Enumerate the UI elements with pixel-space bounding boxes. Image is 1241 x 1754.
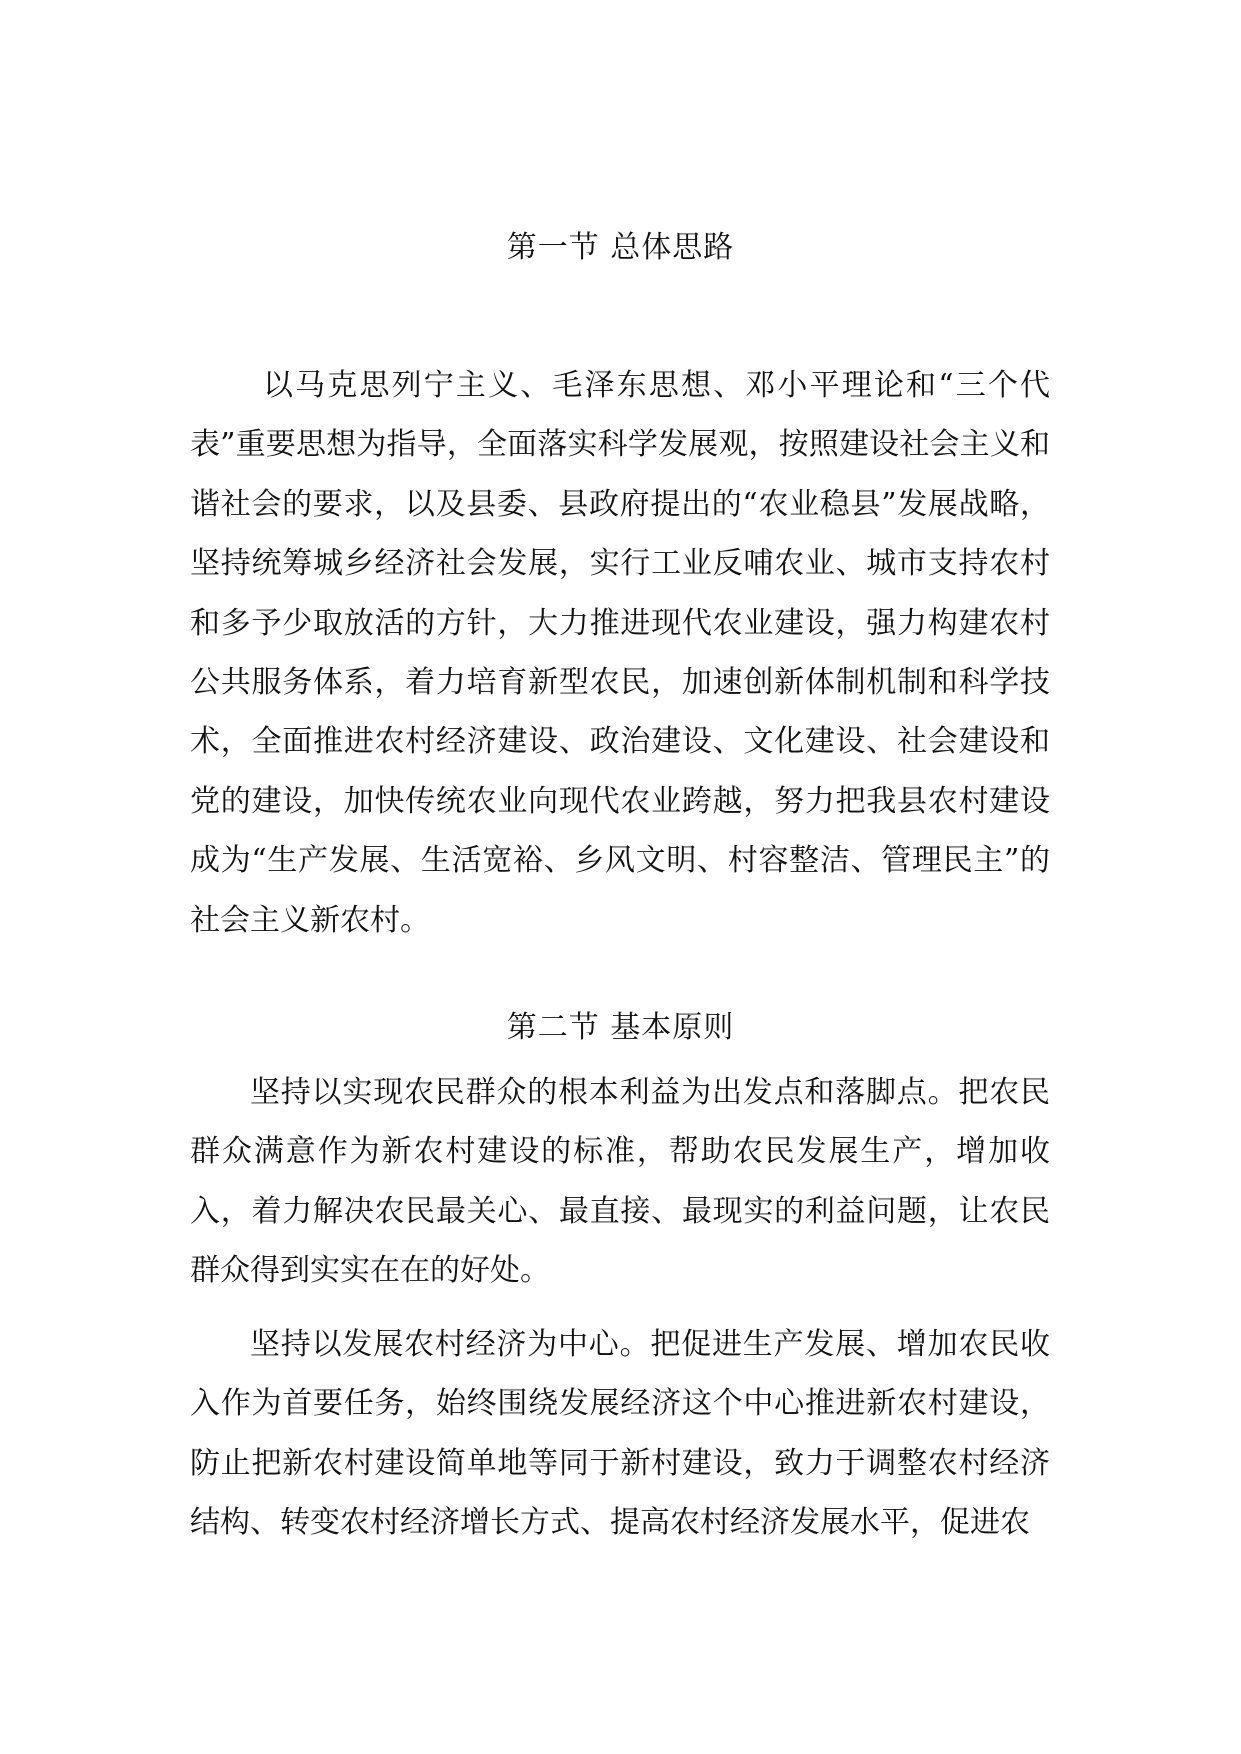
- paragraph-overall-approach: 以马克思列宁主义、毛泽东思想、邓小平理论和“三个代表”重要思想为指导，全面落实科学发展观，按照建设社会主义和谐社会的要求，以及县委、县政府提出的“农业稳县”发展战略，坚持统筹城乡经济社会发展，实行工业反哺农业、城市支持农村和多予少取放活的方针，大力推进现代农业建设，强力构建农村公共服务体系，着力培育新型农民，加速创新体制机制和科学技术，全面推进农村经济建设、政治建设、文化建设、社会建设和党的建设，加快传统农业向现代农业跨越，努力把我县农村建设成为“生产发展、生活宽裕、乡风文明、村容整洁、管理民主”的社会主义新农村。: [190, 368, 1050, 938]
- section-heading-basic-principles: 第二节 基本原则: [506, 1010, 735, 1045]
- section-heading-overall-approach: 第一节 总体思路: [506, 230, 735, 265]
- paragraph-principle-farmers-interests: 坚持以实现农民群众的根本利益为出发点和落脚点。把农民群众满意作为新农村建设的标准，帮助农民发展生产，增加收入，着力解决农民最关心、最直接、最现实的利益问题，让农民群众得到实实在在的好处。: [190, 1075, 1050, 1289]
- paragraph-principle-rural-economy: 坚持以发展农村经济为中心。把促进生产发展、增加农民收入作为首要任务，始终围绕发展经济这个中心推进新农村建设，防止把新农村建设简单地等同于新村建设，致力于调整农村经济结构、转变农村经济增长方式、提高农村经济发展水平，促进农: [190, 1327, 1050, 1541]
